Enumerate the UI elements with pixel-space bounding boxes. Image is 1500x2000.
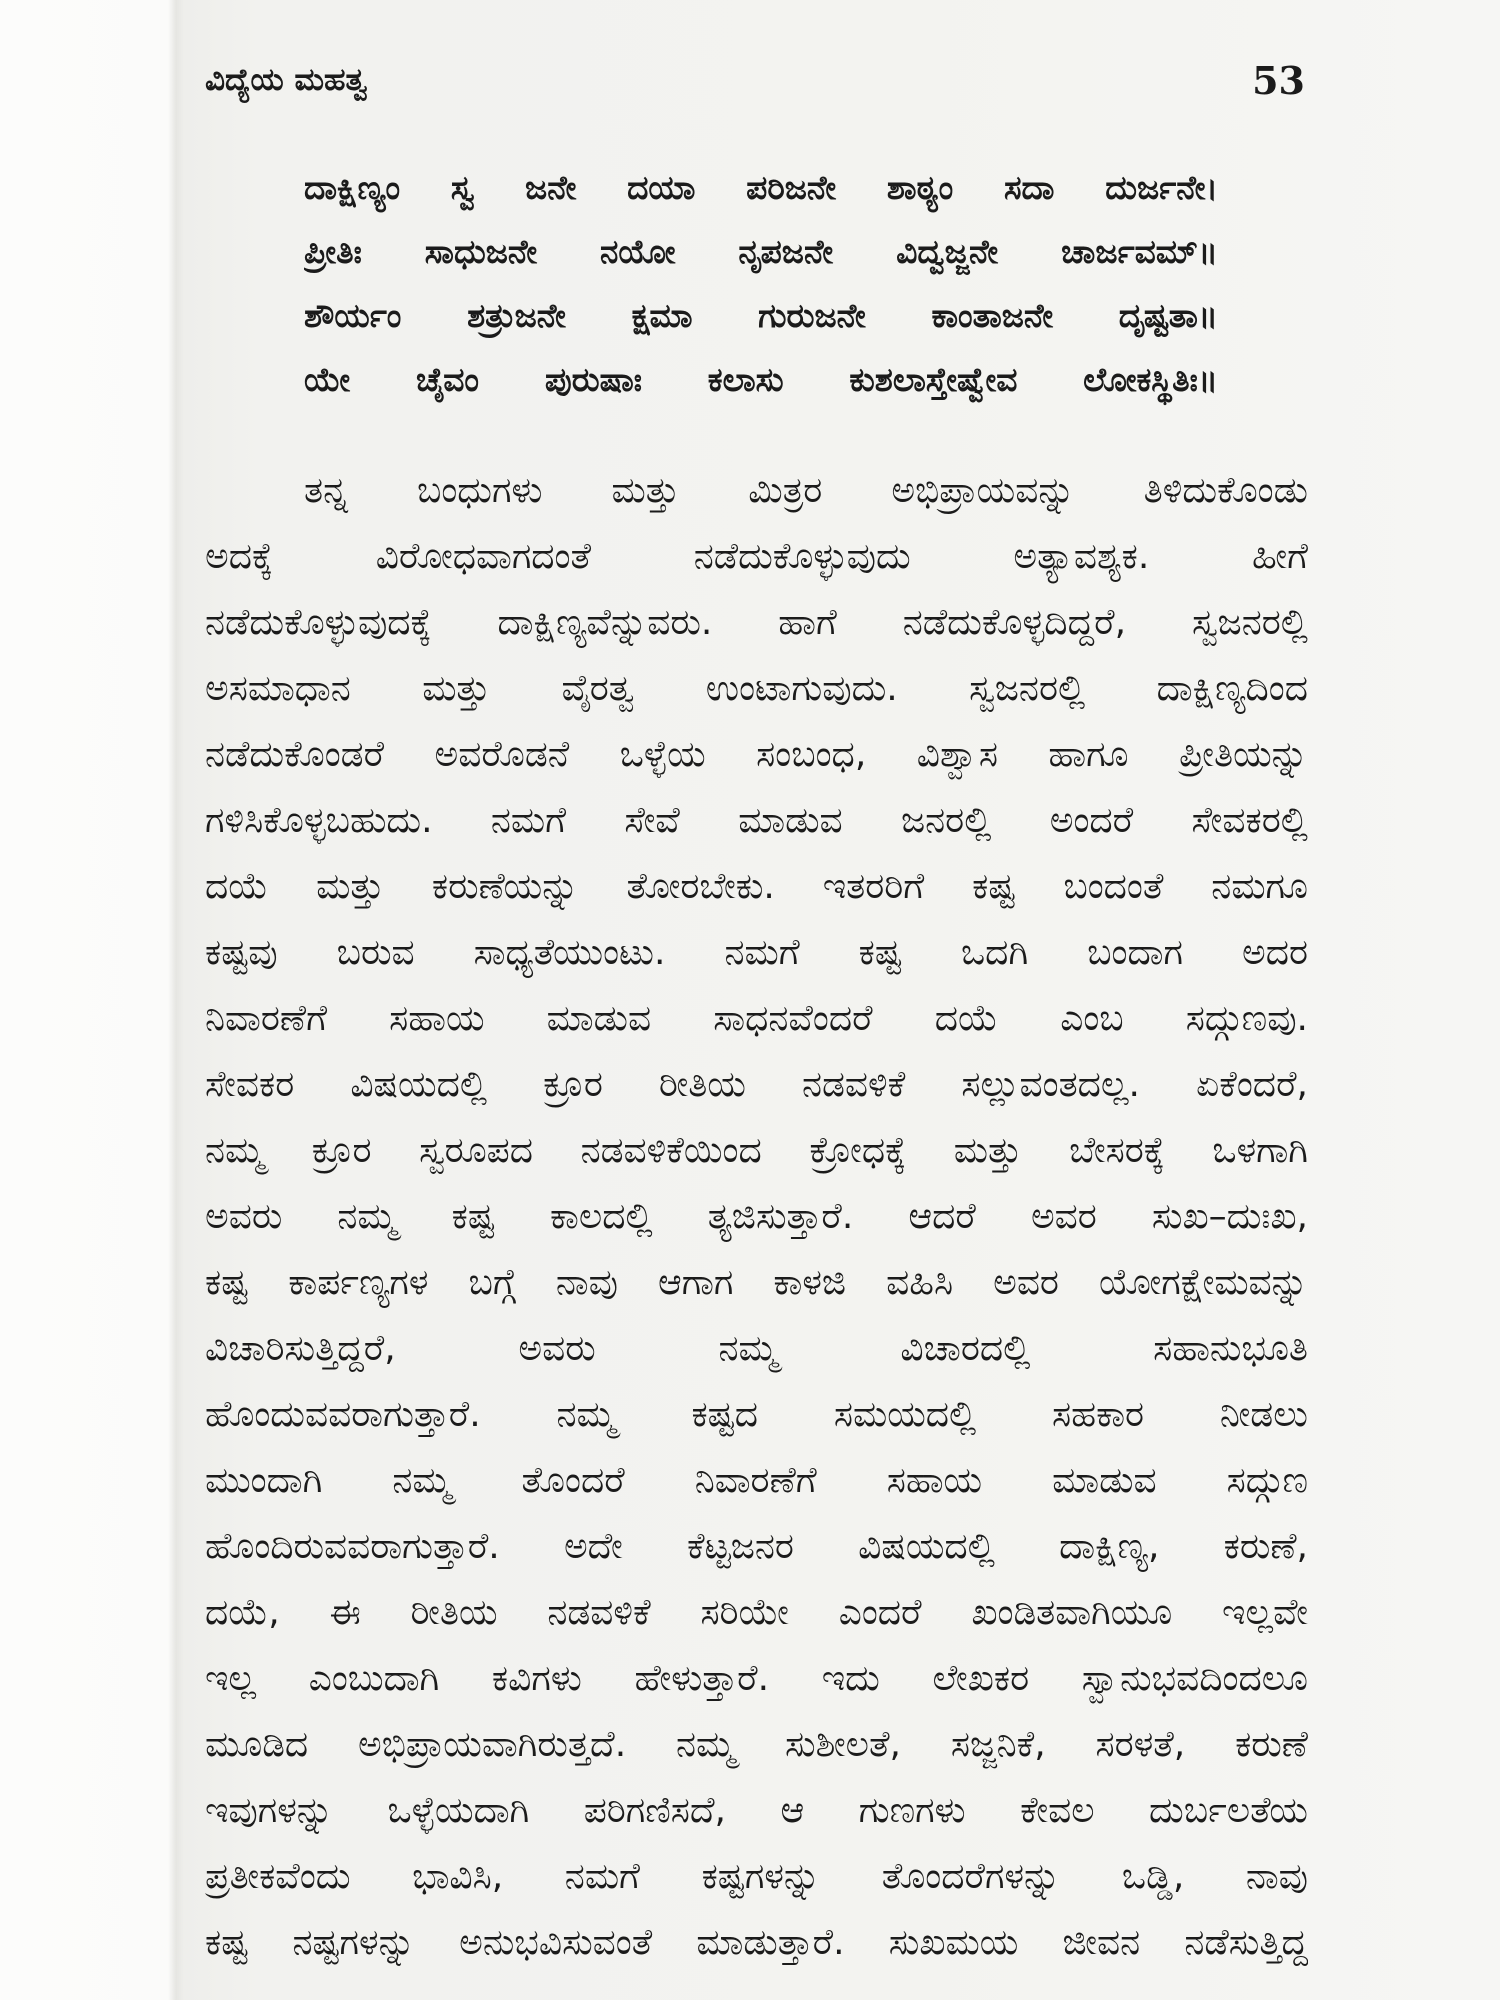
body-line-10: ಸೇವಕರ ವಿಷಯದಲ್ಲಿ ಕ್ರೂರ ರೀತಿಯ ನಡವಳಿಕೆ ಸಲ್ಲುವಂತದಲ್ಲ. ಏಕೆಂದರೆ,	[205, 1064, 1308, 1105]
body-line-4: ಅಸಮಾಧಾನ ಮತ್ತು ವೈರತ್ವ ಉಂಟಾಗುವುದು. ಸ್ವಜನರಲ್ಲಿ ದಾಕ್ಷಿಣ್ಯದಿಂದ	[205, 668, 1308, 709]
verse-line-2: ಪ್ರೀತಿಃ ಸಾಧುಜನೇ ನಯೋ ನೃಪಜನೇ ವಿದ್ವಜ್ಜನೇ ಚಾರ್ಜವಮ್॥	[304, 232, 1218, 271]
body-line-11: ನಮ್ಮ ಕ್ರೂರ ಸ್ವರೂಪದ ನಡವಳಿಕೆಯಿಂದ ಕ್ರೋಧಕ್ಕೆ ಮತ್ತು ಬೇಸರಕ್ಕೆ ಒಳಗಾಗಿ	[205, 1130, 1308, 1171]
body-line-9: ನಿವಾರಣೆಗೆ ಸಹಾಯ ಮಾಡುವ ಸಾಧನವೆಂದರೆ ದಯೆ ಎಂಬ ಸದ್ಗುಣವು.	[205, 998, 1308, 1039]
body-line-21: ಇವುಗಳನ್ನು ಒಳ್ಳೆಯದಾಗಿ ಪರಿಗಣಿಸದೆ, ಆ ಗುಣಗಳು ಕೇವಲ ದುರ್ಬಲತೆಯ	[205, 1790, 1308, 1831]
body-line-20: ಮೂಡಿದ ಅಭಿಪ್ರಾಯವಾಗಿರುತ್ತದೆ. ನಮ್ಮ ಸುಶೀಲತೆ, ಸಜ್ಜನಿಕೆ, ಸರಳತೆ, ಕರುಣೆ	[205, 1724, 1308, 1765]
body-line-16: ಮುಂದಾಗಿ ನಮ್ಮ ತೊಂದರೆ ನಿವಾರಣೆಗೆ ಸಹಾಯ ಮಾಡುವ ಸದ್ಗುಣ	[205, 1460, 1308, 1501]
body-line-7: ದಯೆ ಮತ್ತು ಕರುಣೆಯನ್ನು ತೋರಬೇಕು. ಇತರರಿಗೆ ಕಷ್ಟ ಬಂದಂತೆ ನಮಗೂ	[205, 866, 1308, 907]
body-line-17: ಹೊಂದಿರುವವರಾಗುತ್ತಾರೆ. ಅದೇ ಕೆಟ್ಟಜನರ ವಿಷಯದಲ್ಲಿ ದಾಕ್ಷಿಣ್ಯ, ಕರುಣೆ,	[205, 1526, 1308, 1567]
body-line-18: ದಯೆ, ಈ ರೀತಿಯ ನಡವಳಿಕೆ ಸರಿಯೇ ಎಂದರೆ ಖಂಡಿತವಾಗಿಯೂ ಇಲ್ಲವೇ	[205, 1592, 1308, 1633]
running-head: ವಿದ್ಯೆಯ ಮಹತ್ವ	[205, 61, 368, 98]
page-header	[205, 52, 1305, 108]
sanskrit-verse	[304, 156, 1218, 412]
body-line-13: ಕಷ್ಟ ಕಾರ್ಪಣ್ಯಗಳ ಬಗ್ಗೆ ನಾವು ಆಗಾಗ ಕಾಳಜಿ ವಹಿಸಿ ಅವರ ಯೋಗಕ್ಷೇಮವನ್ನು	[205, 1262, 1308, 1303]
page-number: 53	[1252, 57, 1305, 103]
body-line-2: ಅದಕ್ಕೆ ವಿರೋಧವಾಗದಂತೆ ನಡೆದುಕೊಳ್ಳುವುದು ಅತ್ಯಾವಶ್ಯಕ. ಹೀಗೆ	[205, 536, 1308, 577]
verse-line-1: ದಾಕ್ಷಿಣ್ಯಂ ಸ್ವ ಜನೇ ದಯಾ ಪರಿಜನೇ ಶಾಠ್ಯಂ ಸದಾ ದುರ್ಜನೇ।	[304, 168, 1218, 207]
body-paragraph	[205, 458, 1308, 1976]
body-line-22: ಪ್ರತೀಕವೆಂದು ಭಾವಿಸಿ, ನಮಗೆ ಕಷ್ಟಗಳನ್ನು ತೊಂದರೆಗಳನ್ನು ಒಡ್ಡಿ, ನಾವು	[205, 1856, 1308, 1897]
body-line-14: ವಿಚಾರಿಸುತ್ತಿದ್ದರೆ, ಅವರು ನಮ್ಮ ವಿಚಾರದಲ್ಲಿ ಸಹಾನುಭೂತಿ	[205, 1328, 1308, 1369]
body-line-1: ತನ್ನ ಬಂಧುಗಳು ಮತ್ತು ಮಿತ್ರರ ಅಭಿಪ್ರಾಯವನ್ನು ತಿಳಿದುಕೊಂಡು	[304, 470, 1308, 511]
body-line-23: ಕಷ್ಟ ನಷ್ಟಗಳನ್ನು ಅನುಭವಿಸುವಂತೆ ಮಾಡುತ್ತಾರೆ. ಸುಖಮಯ ಜೀವನ ನಡೆಸುತ್ತಿದ್ದ	[205, 1922, 1308, 1963]
verse-line-4: ಯೇ ಚೈವಂ ಪುರುಷಾಃ ಕಲಾಸು ಕುಶಲಾಸ್ತೇಷ್ವೇವ ಲೋಕಸ್ಥಿತಿಃ॥	[304, 360, 1218, 399]
body-line-6: ಗಳಿಸಿಕೊಳ್ಳಬಹುದು. ನಮಗೆ ಸೇವೆ ಮಾಡುವ ಜನರಲ್ಲಿ ಅಂದರೆ ಸೇವಕರಲ್ಲಿ	[205, 800, 1308, 841]
body-line-8: ಕಷ್ಟವು ಬರುವ ಸಾಧ್ಯತೆಯುಂಟು. ನಮಗೆ ಕಷ್ಟ ಒದಗಿ ಬಂದಾಗ ಅದರ	[205, 932, 1308, 973]
body-line-19: ಇಲ್ಲ ಎಂಬುದಾಗಿ ಕವಿಗಳು ಹೇಳುತ್ತಾರೆ. ಇದು ಲೇಖಕರ ಸ್ವಾನುಭವದಿಂದಲೂ	[205, 1658, 1308, 1699]
body-line-12: ಅವರು ನಮ್ಮ ಕಷ್ಟ ಕಾಲದಲ್ಲಿ ತ್ಯಜಿಸುತ್ತಾರೆ. ಆದರೆ ಅವರ ಸುಖ–ದುಃಖ,	[205, 1196, 1308, 1237]
body-line-5: ನಡೆದುಕೊಂಡರೆ ಅವರೊಡನೆ ಒಳ್ಳೆಯ ಸಂಬಂಧ, ವಿಶ್ವಾಸ ಹಾಗೂ ಪ್ರೀತಿಯನ್ನು	[205, 734, 1308, 775]
body-line-15: ಹೊಂದುವವರಾಗುತ್ತಾರೆ. ನಮ್ಮ ಕಷ್ಟದ ಸಮಯದಲ್ಲಿ ಸಹಕಾರ ನೀಡಲು	[205, 1394, 1308, 1435]
verse-line-3: ಶೌರ್ಯಂ ಶತ್ರುಜನೇ ಕ್ಷಮಾ ಗುರುಜನೇ ಕಾಂತಾಜನೇ ದೃಷ್ಟತಾ॥	[304, 296, 1218, 335]
body-line-3: ನಡೆದುಕೊಳ್ಳುವುದಕ್ಕೆ ದಾಕ್ಷಿಣ್ಯವೆನ್ನುವರು. ಹಾಗೆ ನಡೆದುಕೊಳ್ಳದಿದ್ದರೆ, ಸ್ವಜನರಲ್ಲಿ	[205, 602, 1308, 643]
